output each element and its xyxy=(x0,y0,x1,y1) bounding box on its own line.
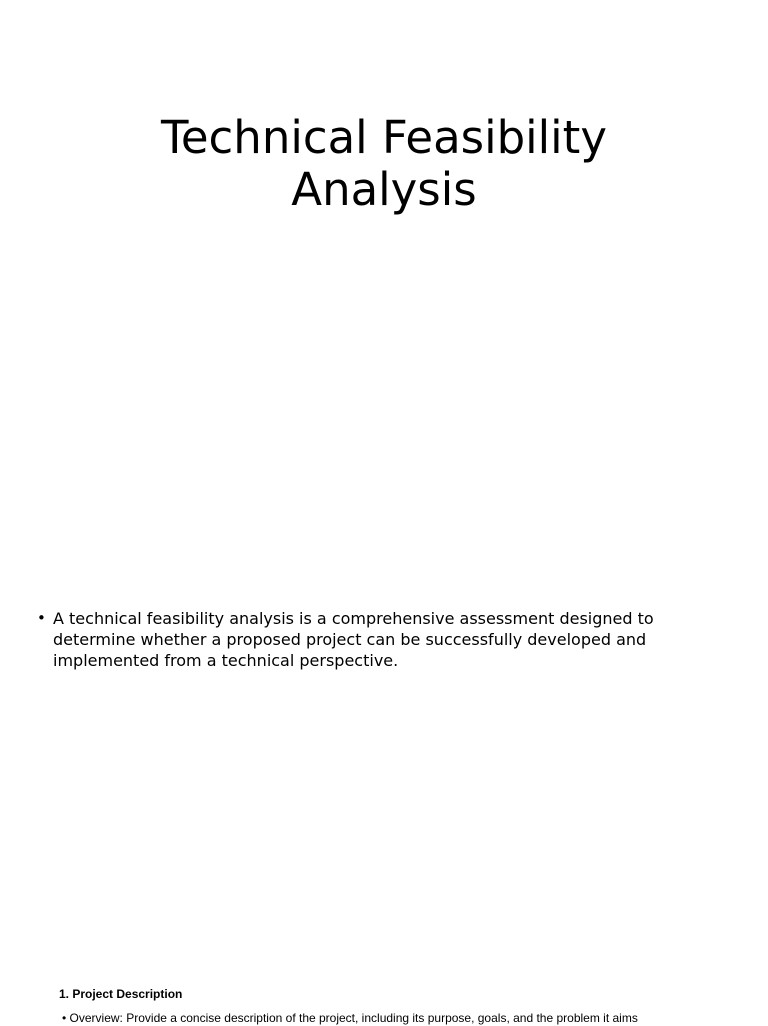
bullet-icon: • xyxy=(62,1011,67,1025)
slide-title-line-2: Analysis xyxy=(291,163,477,216)
slide-title-line-1: Technical Feasibility xyxy=(161,111,607,164)
section-heading-project-description: 1. Project Description xyxy=(59,987,183,1001)
slide-title xyxy=(0,112,768,216)
bullet-icon: • xyxy=(37,609,46,627)
overview-bullet-text: Overview: Provide a concise description of the project, including its purpose, goals, and the problem it aims xyxy=(69,1011,638,1025)
intro-bullet xyxy=(37,608,727,671)
intro-bullet-text: A technical feasibility analysis is a comprehensive assessment designed to determine whether a proposed project can be successfully developed and implemented from a technical perspective. xyxy=(53,609,654,670)
